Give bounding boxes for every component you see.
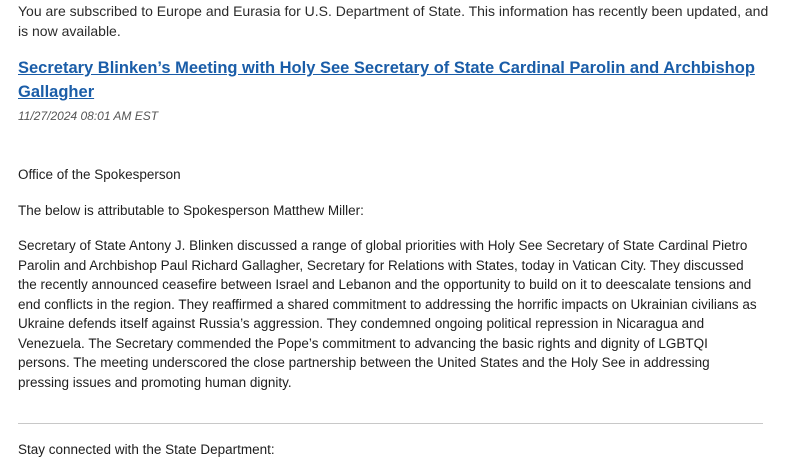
stay-connected-heading: Stay connected with the State Department: <box>18 442 275 457</box>
office-line: Office of the Spokesperson <box>18 167 181 182</box>
divider <box>18 423 763 424</box>
headline-link[interactable]: Secretary Blinken’s Meeting with Holy See Secretary of State Cardinal Parolin and Archbishop Gallagher <box>18 59 755 101</box>
headline <box>18 56 780 104</box>
body-paragraph: Secretary of State Antony J. Blinken discussed a range of global priorities with Holy See Secretary of State Cardinal Pietro Parolin and Archbishop Paul Richard Gallagher, Secretary for Relations with States, today in Vatican City. They discussed the recently announced ceasefire between Israel and Lebanon and the opportunity to build on it to deescalate tensions and end conflicts in the region. They reaffirmed a shared commitment to addressing the horrific impacts on Ukrainian civilians as Ukraine defends itself against Russia’s aggression. They condemned ongoing political repression in Nicaragua and Venezuela. The Secretary commended the Pope’s commitment to advancing the basic rights and dignity of LGBTQI persons. The meeting underscored the close partnership between the United States and the Holy See in addressing pressing issues and promoting human dignity. <box>18 238 757 390</box>
attribution-line: The below is attributable to Spokesperson Matthew Miller: <box>18 203 364 218</box>
subscription-notice: You are subscribed to Europe and Eurasia for U.S. Department of State. This information has recently been updated, and is now available. <box>18 3 769 39</box>
publish-date: 11/27/2024 08:01 AM EST <box>18 109 159 123</box>
